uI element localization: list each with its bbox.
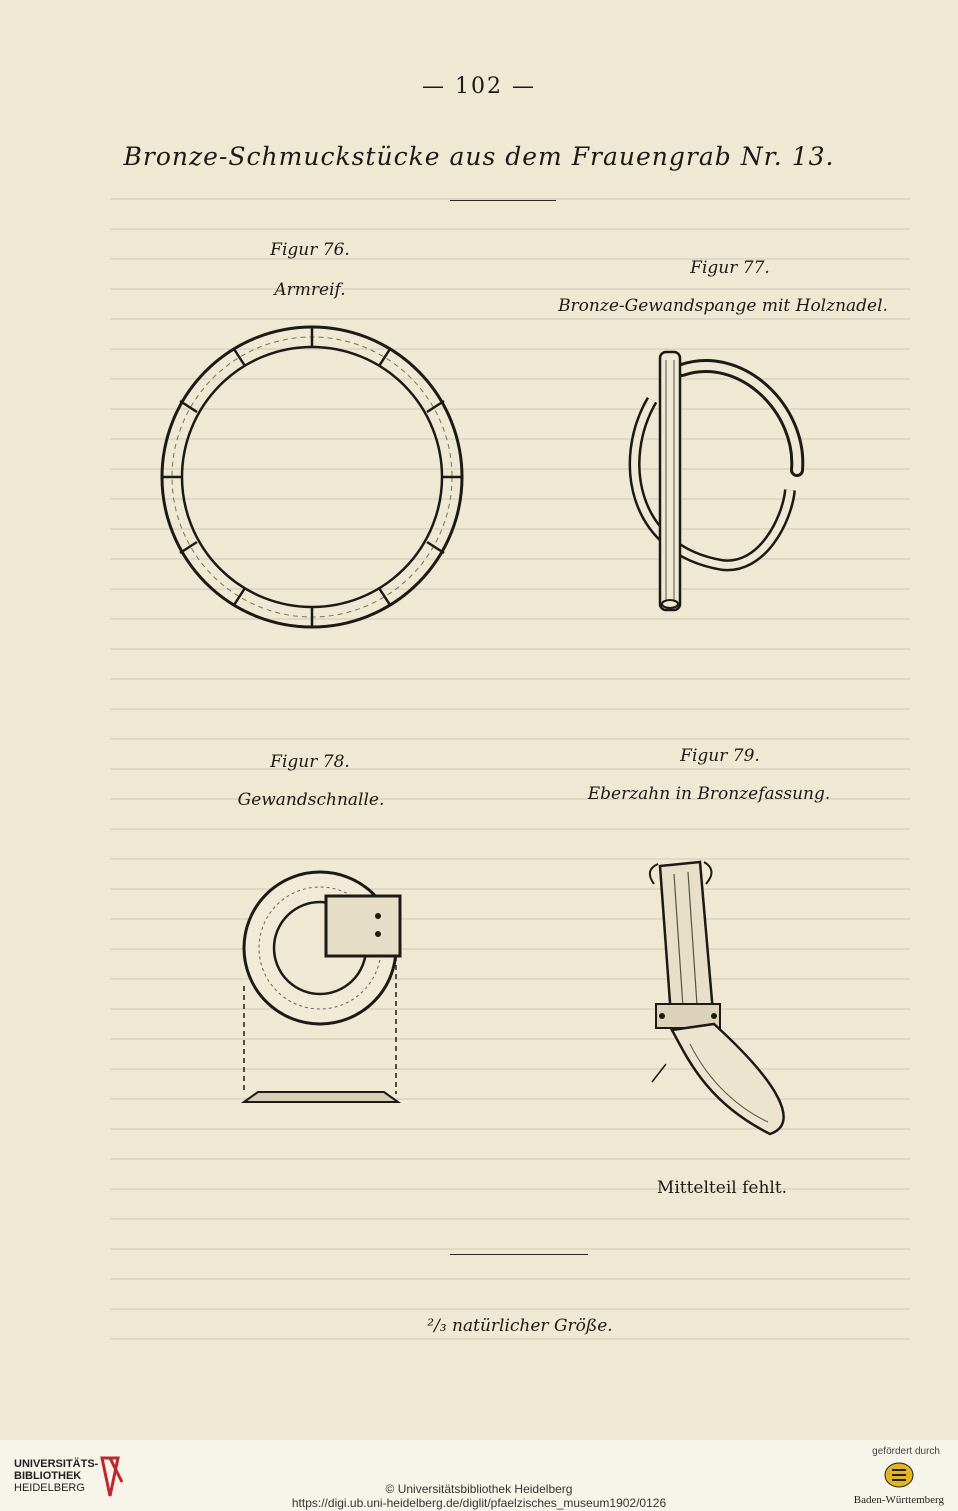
figure-78-caption: Gewandschnalle. bbox=[237, 790, 385, 810]
armreif-drawing bbox=[148, 318, 476, 636]
figure-77-caption: Bronze-Gewandspange mit Holznadel. bbox=[558, 296, 888, 316]
page-title: Bronze-Schmuckstücke aus dem Frauengrab Nr. 13. bbox=[123, 142, 835, 171]
bottom-rule bbox=[450, 1254, 588, 1255]
library-name: UNIVERSITÄTS- BIBLIOTHEK HEIDELBERG bbox=[14, 1458, 99, 1494]
eberzahn-drawing bbox=[630, 854, 820, 1144]
gewandspange-drawing bbox=[612, 340, 822, 620]
figure-79-caption: Eberzahn in Bronzefassung. bbox=[587, 784, 831, 804]
figure-79-note: Mittelteil fehlt. bbox=[656, 1178, 788, 1198]
sponsor-name: Baden-Württemberg bbox=[853, 1494, 944, 1506]
figure-77-label: Figur 77. bbox=[690, 258, 770, 278]
figure-76-label: Figur 76. bbox=[270, 240, 350, 260]
sponsor-label: gefördert durch bbox=[872, 1446, 940, 1457]
page-number: — 102 — bbox=[422, 74, 536, 99]
figure-79-label: Figur 79. bbox=[680, 746, 760, 766]
figure-78-label: Figur 78. bbox=[270, 752, 350, 772]
figure-76-caption: Armreif. bbox=[274, 280, 346, 300]
scale-note: ²/₃ natürlicher Größe. bbox=[427, 1316, 613, 1336]
title-rule bbox=[450, 200, 556, 201]
state-coat-of-arms-icon bbox=[884, 1462, 914, 1488]
copyright-notice: © Universitätsbibliothek Heidelberg bbox=[385, 1482, 573, 1496]
page-url-link[interactable]: https://digi.ub.uni-heidelberg.de/diglit/pfaelzisches_museum1902/0126 bbox=[291, 1496, 667, 1510]
gewandschnalle-drawing bbox=[238, 866, 418, 1112]
